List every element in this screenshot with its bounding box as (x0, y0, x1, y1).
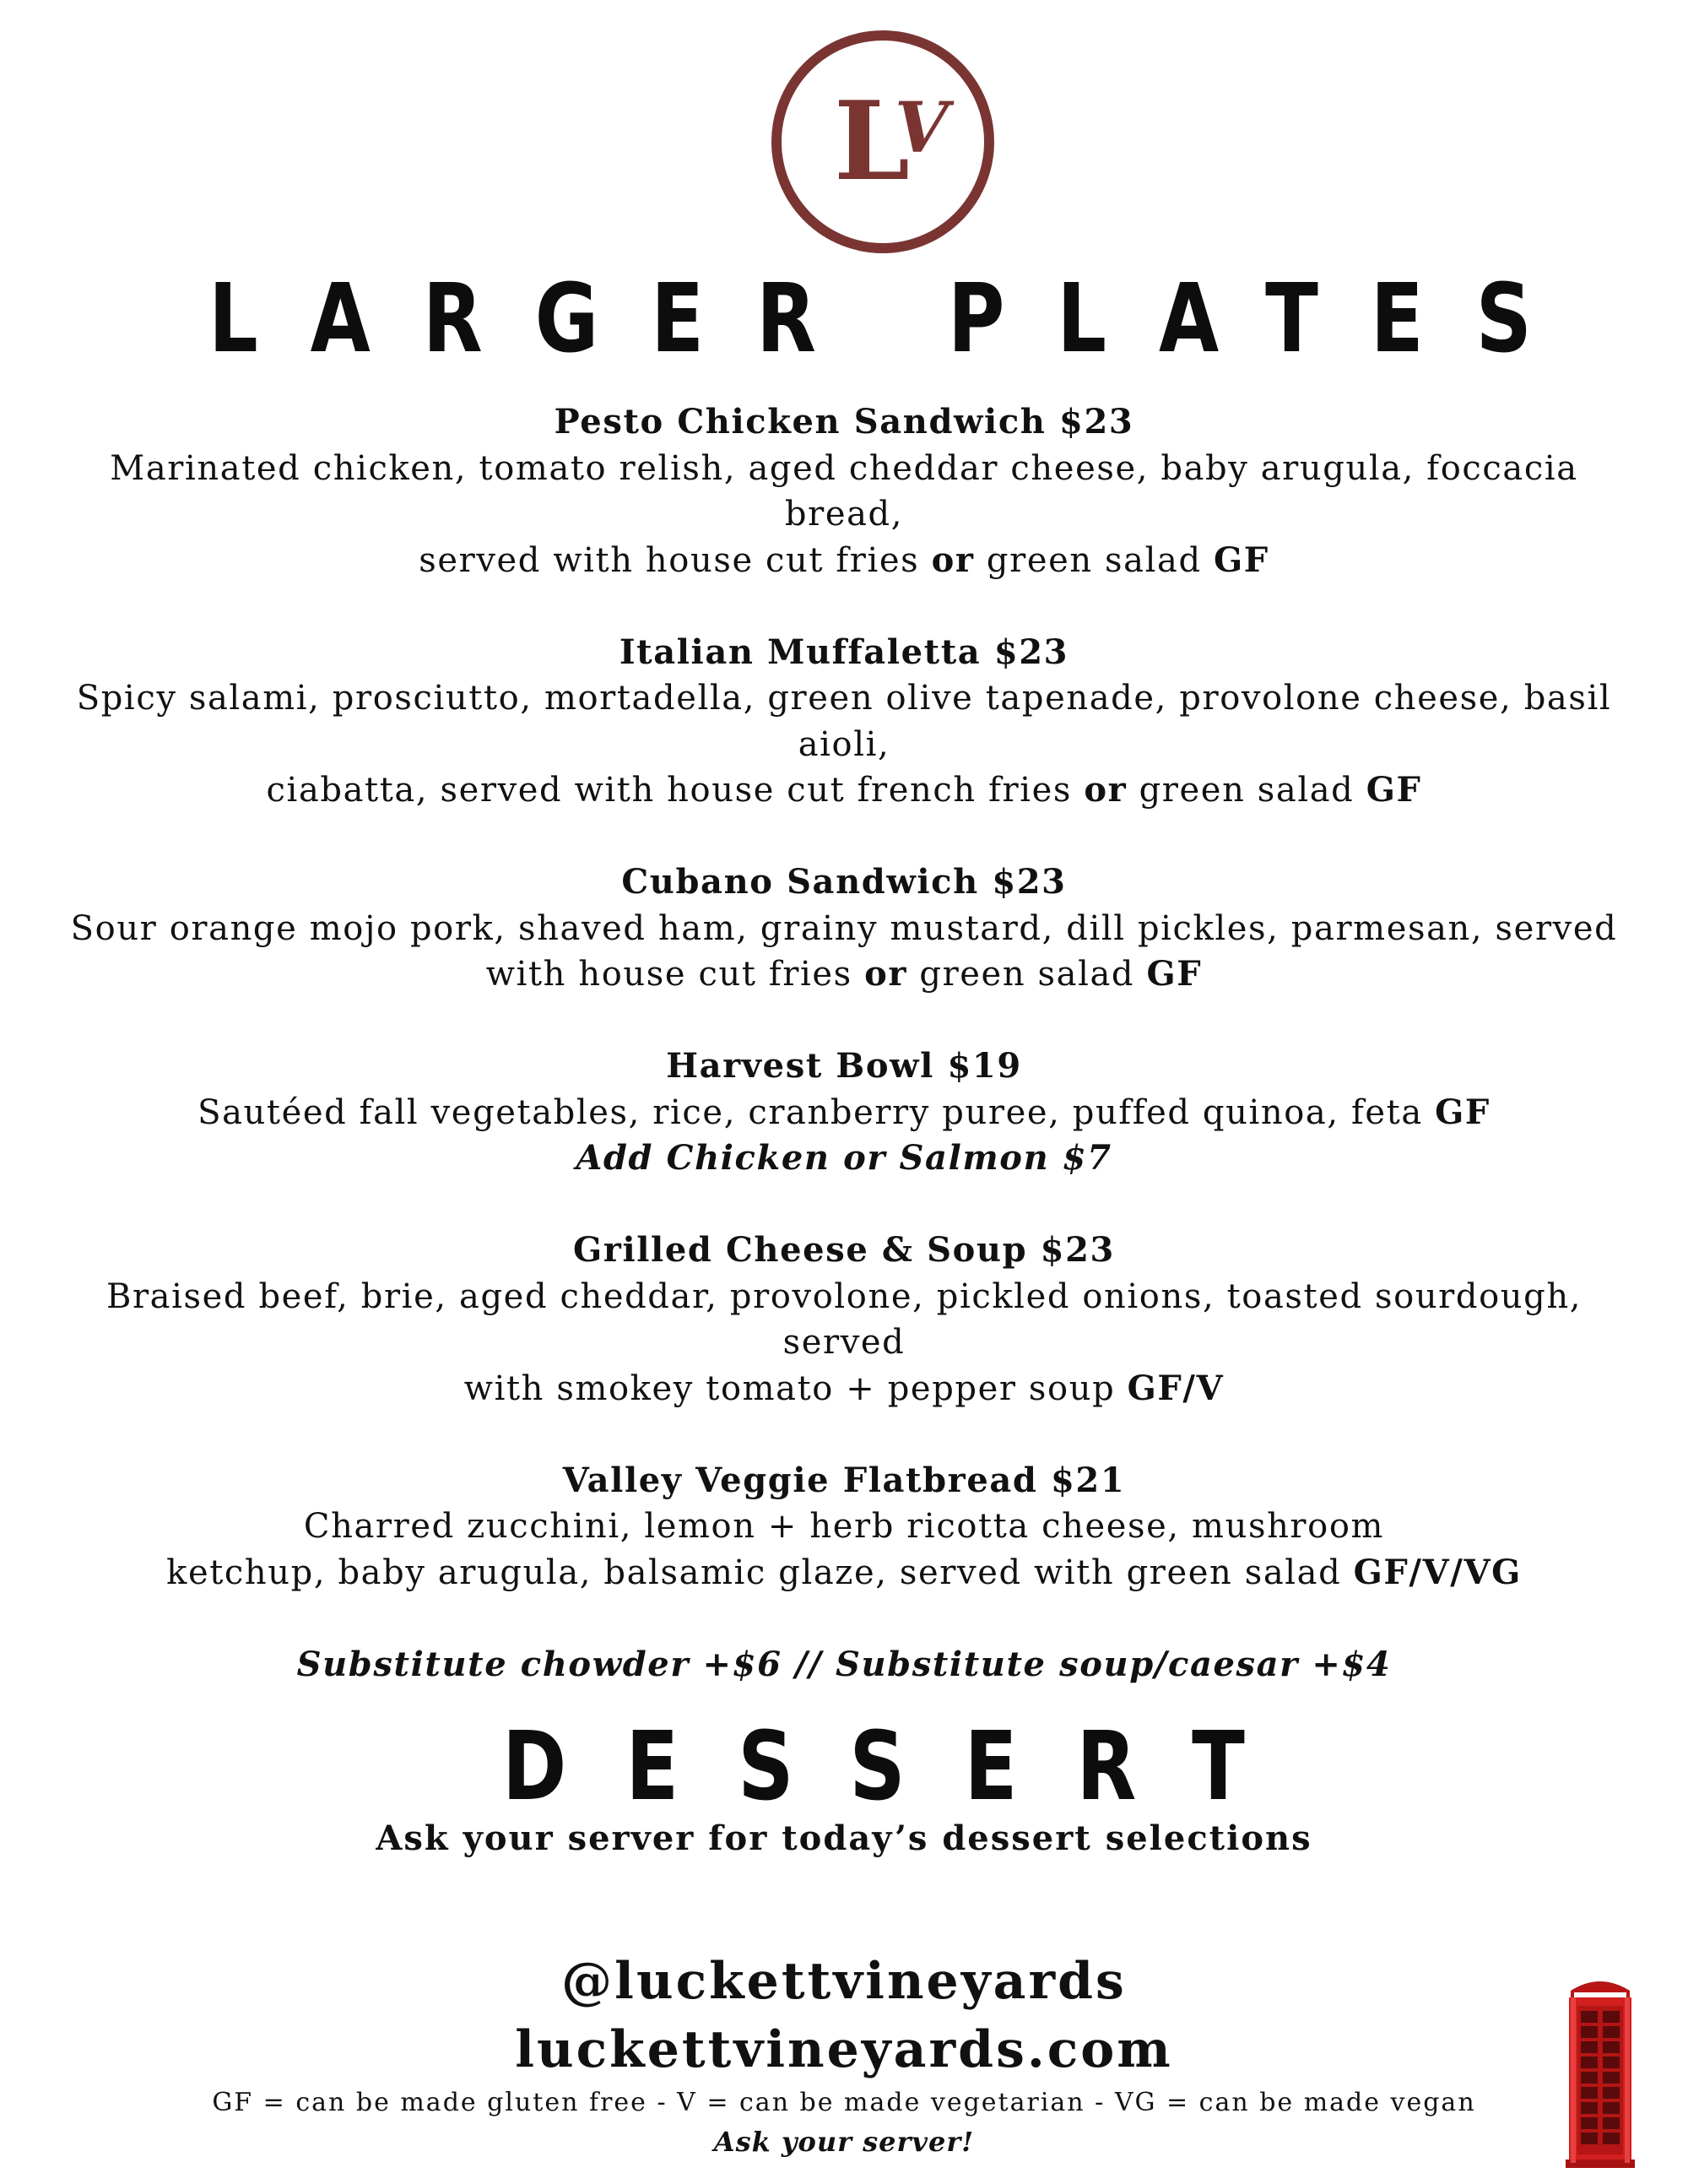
item-description: Charred zucchini, lemon + herb ricotta cheese, mushroom (303, 1507, 1385, 1546)
larger-plates-heading: LARGER PLATES (208, 263, 1584, 374)
item-description (68, 1366, 1620, 1412)
description-text: green salad (974, 540, 1214, 580)
item-description (68, 951, 1620, 998)
phone-booth-icon (1566, 1972, 1635, 2168)
or-text: or (864, 954, 908, 994)
item-description: Spicy salami, prosciutto, mortadella, green olive tapenade, provolone cheese, basil (76, 679, 1612, 718)
item-description (68, 1550, 1620, 1596)
menu-item-pesto-chicken (68, 399, 1620, 583)
dietary-legend: GF = can be made gluten free - V = can be made vegetarian - VG = can be made vegan (212, 2088, 1476, 2117)
item-description: aioli, (798, 724, 890, 764)
description-text: ciabatta, served with house cut french fries (266, 771, 1085, 810)
item-title: Harvest Bowl $19 (666, 1046, 1022, 1086)
description-text: with house cut fries (485, 955, 865, 994)
dietary-tag: GF (1146, 954, 1203, 994)
dietary-tag: GF (1366, 770, 1422, 810)
item-description (68, 1090, 1620, 1136)
menu-item-italian-muffaletta (68, 630, 1620, 814)
item-description: Braised beef, brie, aged cheddar, provolone, pickled onions, toasted sourdough, (106, 1276, 1582, 1316)
description-text: green salad (907, 955, 1147, 994)
item-addon: Add Chicken or Salmon $7 (576, 1138, 1112, 1178)
or-text: or (1084, 770, 1128, 810)
menu-item-cubano-sandwich (68, 859, 1620, 998)
ask-your-server: Ask your server! (713, 2126, 975, 2158)
lv-logo (768, 27, 998, 257)
dessert-heading: DESSERT (502, 1711, 1304, 1822)
dietary-tag: GF (1435, 1092, 1491, 1132)
svg-text:V: V (895, 88, 949, 169)
dietary-tag: GF (1214, 539, 1269, 580)
menu-item-harvest-bowl (68, 1043, 1620, 1182)
description-text: ketchup, baby arugula, balsamic glaze, served with green salad (166, 1553, 1354, 1592)
item-description: Marinated chicken, tomato relish, aged cheddar cheese, baby arugula, foccacia (110, 448, 1578, 488)
item-title: Valley Veggie Flatbread $21 (562, 1460, 1126, 1500)
item-description (68, 538, 1620, 584)
description-text: green salad (1127, 771, 1366, 810)
item-description: served (782, 1323, 906, 1362)
dessert-note: Ask your server for today’s dessert selections (376, 1818, 1312, 1858)
website-link: luckettvineyards.com (515, 2020, 1173, 2079)
description-text: Sautéed fall vegetables, rice, cranberry puree, puffed quinoa, feta (197, 1092, 1436, 1132)
item-description: Sour orange mojo pork, shaved ham, grainy mustard, dill pickles, parmesan, served (70, 908, 1618, 948)
substitutions-note: Substitute chowder +$6 // Substitute soup/caesar +$4 (296, 1644, 1392, 1684)
item-title: Pesto Chicken Sandwich $23 (554, 402, 1134, 442)
item-title: Grilled Cheese & Soup $23 (573, 1230, 1115, 1270)
or-text: or (931, 539, 975, 580)
item-description (68, 767, 1620, 814)
item-title: Cubano Sandwich $23 (621, 862, 1067, 902)
description-text: with smokey tomato + pepper soup (463, 1368, 1128, 1408)
menu-item-valley-veggie-flatbread (68, 1458, 1620, 1596)
item-title: Italian Muffaletta $23 (619, 631, 1069, 672)
menu-item-grilled-cheese-soup (68, 1227, 1620, 1412)
description-text: served with house cut fries (419, 540, 932, 580)
social-handle: @luckettvineyards (561, 1952, 1127, 2011)
dietary-tag: GF/V/VG (1353, 1552, 1522, 1592)
item-description: bread, (784, 495, 904, 534)
menu-list (68, 399, 1620, 1688)
dietary-tag: GF/V (1127, 1368, 1225, 1408)
svg-text:L: L (834, 79, 910, 205)
